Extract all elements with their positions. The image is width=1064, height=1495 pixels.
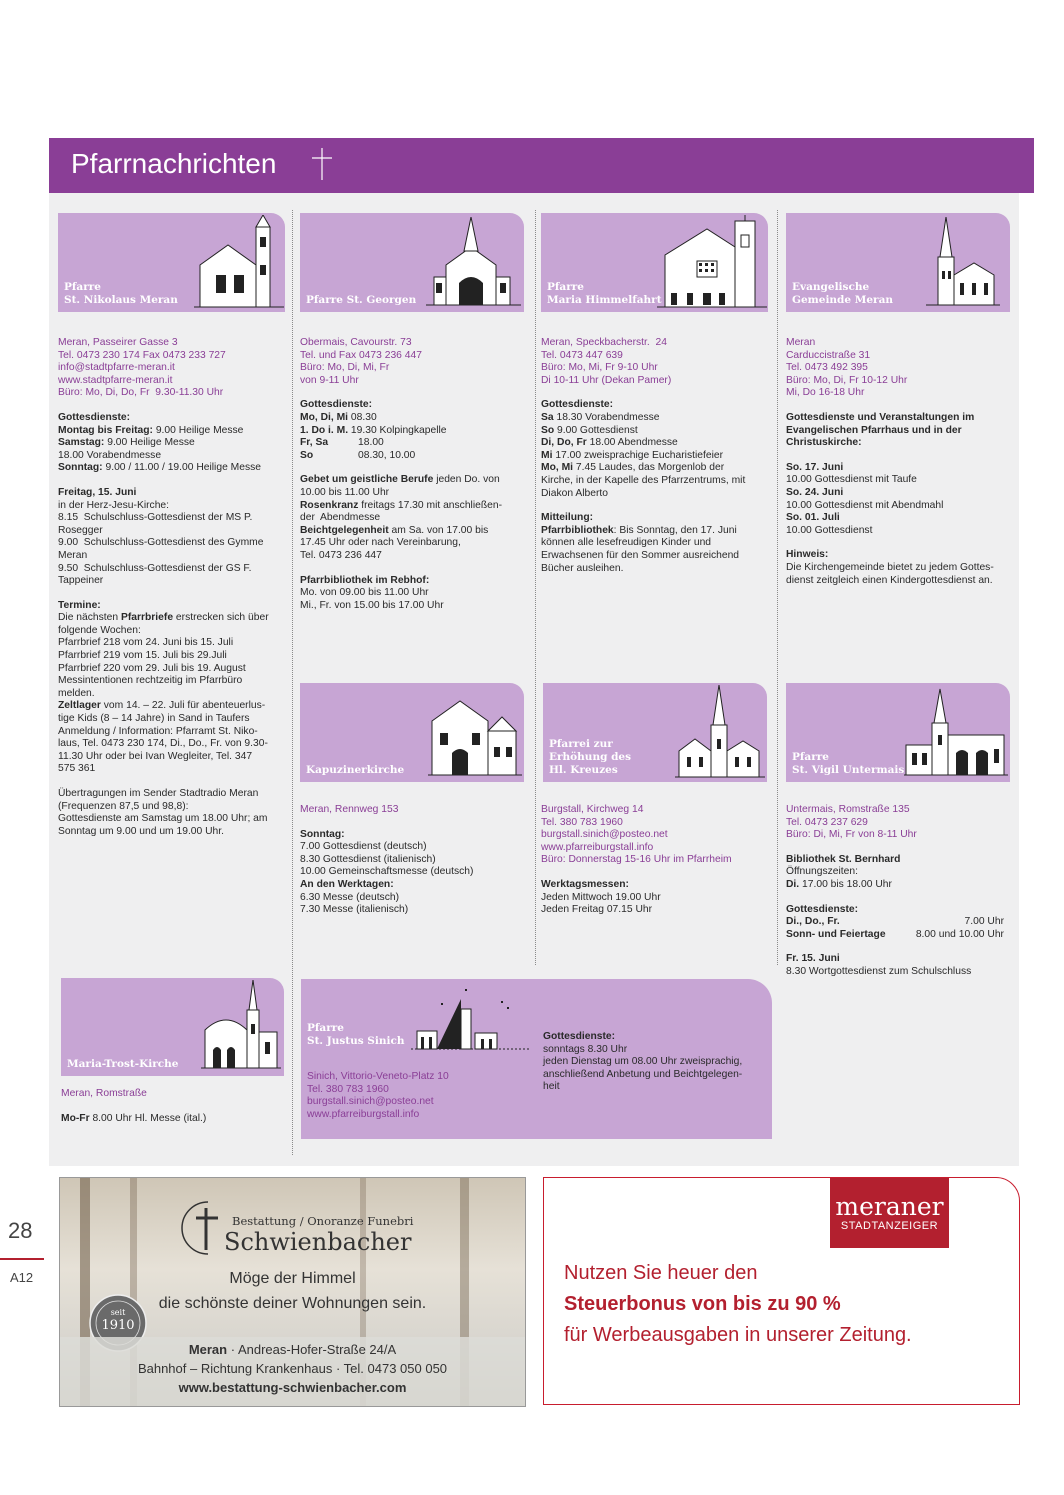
office-hours: von 9-11 Uhr <box>300 374 359 386</box>
text: 10.00 Gemeinschaftsmesse (deutsch) <box>300 866 474 878</box>
church-icon <box>194 215 284 311</box>
email-link[interactable]: info@stadtpfarre-meran.it <box>58 362 175 374</box>
seal-seit: seit <box>110 1308 126 1317</box>
text: 8.15 Schulschluss-Gottesdienst der MS P. <box>58 512 253 524</box>
vigil-contact <box>786 804 1004 842</box>
text: tige Kids (8 – 14 Jahre) in Sand in Taufers <box>58 713 250 725</box>
address: Sinich, Vittorio-Veneto-Platz 10 <box>307 1071 449 1082</box>
tax-advertisement <box>543 1177 1020 1405</box>
text: heit <box>543 1081 560 1093</box>
address: Meran, Rennweg 153 <box>300 804 399 815</box>
funeral-city: Meran <box>188 1342 228 1357</box>
text: 10.00 bis 11.00 Uhr <box>300 486 390 498</box>
text: folgende Wochen: <box>58 624 141 636</box>
label: Mo, Di, Mi <box>300 411 349 423</box>
heading: Freitag, 15. Juni <box>58 486 137 498</box>
phone: Tel. 0473 492 395 <box>786 362 868 374</box>
label: So. 17. Juni <box>786 461 844 473</box>
address: Meran, Romstraße <box>61 1088 147 1099</box>
text: 7.00 Gottesdienst (deutsch) <box>300 841 427 853</box>
card-title: Pfarrei zur Erhöhung des Hl. Kreuzes <box>549 738 632 776</box>
address-strip <box>60 1337 525 1406</box>
card-title: Pfarre Maria Himmelfahrt <box>547 281 662 306</box>
church-icon <box>428 687 522 779</box>
label: Beichtgelegenheit <box>300 524 389 536</box>
text: der Abendmesse <box>300 512 381 524</box>
column-divider <box>292 210 293 1155</box>
website-link[interactable]: www.stadtpfarre-meran.it <box>58 374 173 386</box>
column-divider <box>535 210 536 965</box>
text: Pfarrbrief 218 vom 24. Juni bis 15. Juli <box>58 637 234 649</box>
text: 18.00 Vorabendmesse <box>58 449 162 461</box>
label: So. 24. Juni <box>786 486 844 498</box>
text: Mo. von 09.00 bis 11.00 Uhr <box>300 587 429 599</box>
card-title: Evangelische Gemeinde Meran <box>792 281 894 306</box>
label: Fr, Sa <box>300 437 329 449</box>
card-kreuz <box>543 683 767 782</box>
phone: Tel. und Fax 0473 236 447 <box>300 349 422 361</box>
kapuziner-text <box>300 804 525 917</box>
text: Pfarrbrief 220 vom 29. Juli bis 19. August <box>58 662 246 674</box>
text: sonntags 8.30 Uhr <box>543 1043 628 1055</box>
website-link[interactable]: www.pfarreiburgstall.info <box>541 841 654 853</box>
page-number: 28 <box>8 1218 33 1243</box>
email-link[interactable]: burgstall.sinich@posteo.net <box>541 829 668 841</box>
text: 18.00 Abendmesse <box>586 437 678 449</box>
text: 7.00 Uhr <box>964 916 1004 928</box>
funeral-website-link[interactable]: www.bestattung-schwienbacher.com <box>178 1380 407 1395</box>
logo-text: meraner <box>835 1192 944 1221</box>
text: 9.00 Schulschluss-Gottesdienst des Gymme <box>58 537 264 549</box>
heading: Christuskirche: <box>786 437 862 449</box>
phone: Tel. 0473 230 174 Fax 0473 233 727 <box>58 349 226 361</box>
card-justus <box>301 979 772 1139</box>
text: Kirche, in der Kapelle des Pfarrzentrums, mit <box>541 474 746 486</box>
text: Gottesdienste am Samstag um 18.00 Uhr; am <box>58 813 268 825</box>
logo-subtext: STADTANZEIGER <box>840 1220 939 1232</box>
label: Montag bis Freitag: <box>58 424 153 436</box>
address: Burgstall, Kirchweg 14 <box>541 804 644 815</box>
text: am Sa. von 17.00 bis <box>388 524 489 536</box>
heading: Werktagsmessen: <box>541 878 629 890</box>
heading: Mitteilung: <box>541 512 594 524</box>
label: Di, Do, Fr <box>541 437 587 449</box>
label: Sonn- und Feiertage <box>786 928 886 940</box>
address: Obermais, Cavourstr. 73 <box>300 337 412 348</box>
label: Zeltlager <box>58 700 101 712</box>
text: Messintentionen rechtzeitig im Pfarrbüro <box>58 675 243 687</box>
text: Bücher ausleihen. <box>541 562 624 574</box>
label: So. 01. Juli <box>786 512 840 524</box>
heading: Gottesdienste: <box>300 399 373 411</box>
justus-contact <box>307 1071 527 1121</box>
text: 8.30 Wortgottesdienst zum Schulschluss <box>786 965 972 977</box>
evangelisch-text <box>786 337 1011 587</box>
evangelisch-contact <box>786 337 1011 400</box>
text: 18.00 <box>358 437 384 449</box>
card-nikolaus <box>58 213 285 312</box>
georgen-contact <box>300 337 525 387</box>
text: 9.00 / 11.00 / 19.00 Heilige Messe <box>102 462 261 474</box>
text: 17.00 zweisprachige Eucharistiefeier <box>552 449 724 461</box>
text: 7.45 Laudes, das Morgenlob der <box>573 462 725 474</box>
text: 8.00 Uhr Hl. Messe (ital.) <box>89 1112 207 1124</box>
text: Öffnungszeiten: <box>786 866 858 878</box>
text: (Frequenzen 87,5 und 98,8): <box>58 800 189 812</box>
church-icon <box>411 987 531 1051</box>
text: dienst zeitgleich einen Kindergottesdienst an. <box>786 574 993 586</box>
text: 7.30 Messe (italienisch) <box>300 904 409 916</box>
church-icon <box>926 217 1000 309</box>
funeral-street: · Andreas-Hofer-Straße 24/A <box>227 1342 397 1357</box>
heading: Gottesdienste: <box>541 399 614 411</box>
text: Diakon Alberto <box>541 487 608 499</box>
himmelfahrt-text <box>541 337 769 575</box>
text: 08.30 <box>348 411 377 423</box>
text: 6.30 Messe (deutsch) <box>300 891 400 903</box>
text: : Bis Sonntag, den 17. Juni <box>613 524 737 536</box>
office-hours: Mi, Do 16-18 Uhr <box>786 387 865 399</box>
text: Übertragungen im Sender Stadtradio Meran <box>58 788 259 799</box>
card-title: Pfarre St. Justus Sinich <box>307 1022 405 1047</box>
heading: Gottesdienste: <box>543 1031 616 1042</box>
text: erstrecken sich über <box>173 612 269 624</box>
text: Tel. 0473 236 447 <box>300 549 382 561</box>
label: Samstag: <box>58 437 105 449</box>
office-hours: Büro: Mo, Di, Mi, Fr <box>300 362 390 374</box>
page-code: A12 <box>10 1270 34 1285</box>
text: jeden Do. von <box>433 474 500 486</box>
phone: Tel. 0473 237 629 <box>786 816 868 828</box>
office-hours: Di 10-11 Uhr (Dekan Pamer) <box>541 374 672 386</box>
column-divider <box>777 210 778 965</box>
phone: Tel. 0473 447 639 <box>541 349 623 361</box>
church-icon <box>201 980 281 1072</box>
office-hours: Büro: Mo, Di, Do, Fr 9.30-11.30 Uhr <box>58 387 224 399</box>
text: 9.00 Heilige Messe <box>152 424 244 436</box>
text: Mi., Fr. von 15.00 bis 17.00 Uhr <box>300 599 444 611</box>
phone: Tel. 380 783 1960 <box>307 1083 389 1095</box>
label: Pfarrbibliothek <box>541 524 614 536</box>
funeral-name: Schwienbacher <box>224 1228 412 1256</box>
church-icon <box>426 217 521 309</box>
text: 8.30 Gottesdienst (italienisch) <box>300 853 436 865</box>
text: Anmeldung / Information: Pfarramt St. Niko- <box>58 725 258 737</box>
quote-line-1: Möge der Himmel <box>229 1270 356 1287</box>
label: So <box>541 424 555 436</box>
text: vom 14. – 22. Juli für abenteuerlus- <box>100 700 266 712</box>
heading: Pfarrbibliothek im Rebhof: <box>300 574 430 586</box>
text: freitags 17.30 mit anschließen- <box>358 499 503 511</box>
cross-icon <box>308 146 336 182</box>
address: Meran <box>786 337 816 348</box>
text: 8.00 und 10.00 Uhr <box>915 928 1004 940</box>
text: Die Kirchengemeinde bietet zu jedem Gottes- <box>786 561 994 573</box>
church-icon <box>904 687 1008 779</box>
label: Pfarrbriefe <box>120 612 174 624</box>
kreuz-text <box>541 804 769 917</box>
heading: An den Werktagen: <box>300 878 394 890</box>
card-title: Kapuzinerkirche <box>306 764 405 776</box>
funeral-subtitle: Bestattung / Onoranze Funebri <box>232 1214 414 1228</box>
text: 11.30 Uhr oder bei Ivan Wegleiter, Tel. 347 <box>58 750 253 762</box>
text: 18.30 Vorabendmesse <box>553 411 660 423</box>
label: 1. Do i. M. <box>300 424 349 436</box>
label: Gebet um geistliche Berufe <box>300 474 434 486</box>
kreuz-contact <box>541 804 769 867</box>
text: 575 361 <box>58 763 96 775</box>
heading: Fr. 15. Juni <box>786 953 840 965</box>
section-title: Pfarrnachrichten <box>71 148 277 179</box>
heading: Hinweis: <box>786 549 829 561</box>
church-icon <box>657 215 767 311</box>
text: jeden Dienstag um 08.00 Uhr zweisprachig, <box>543 1056 743 1068</box>
office-hours: Büro: Di, Mi, Fr von 8-11 Uhr <box>786 829 917 841</box>
heading: Gottesdienste: <box>58 411 131 423</box>
text: 9.00 Gottesdienst <box>554 424 638 436</box>
text: in der Herz-Jesu-Kirche: <box>58 499 170 511</box>
card-vigil <box>786 683 1010 782</box>
text: anschließend Anbetung und Beichtgelegen- <box>543 1068 743 1080</box>
address: Meran, Passeirer Gasse 3 <box>58 337 178 348</box>
text: 17.45 Uhr oder nach Vereinbarung, <box>300 537 461 549</box>
text: Pfarrbrief 219 vom 15. Juli bis 29.Juli <box>58 650 227 662</box>
phone: Tel. 380 783 1960 <box>541 816 623 828</box>
text: Tappeiner <box>58 575 104 587</box>
card-himmelfahrt <box>541 213 768 312</box>
card-title: Pfarre St. Georgen <box>306 294 417 306</box>
heading: Bibliothek St. Bernhard <box>786 853 901 865</box>
text: Jeden Freitag 07.15 Uhr <box>541 904 653 916</box>
card-georgen <box>300 213 524 312</box>
address: Meran, Speckbacherstr. 24 <box>541 337 667 348</box>
address: Carduccistraße 31 <box>786 349 871 361</box>
label: So <box>300 449 314 461</box>
text: Sonntag um 9.00 und um 19.00 Uhr. <box>58 825 225 837</box>
church-icon <box>675 685 765 781</box>
address: Untermais, Romstraße 135 <box>786 804 910 815</box>
label: Mi <box>541 449 553 461</box>
justus-services <box>543 1031 768 1094</box>
text: 08.30, 10.00 <box>358 449 416 461</box>
text: Jeden Mittwoch 19.00 Uhr <box>541 891 661 903</box>
text: 17.00 bis 18.00 Uhr <box>799 878 892 890</box>
card-title: Pfarre St. Nikolaus Meran <box>64 281 178 306</box>
text: Die nächsten <box>58 612 121 624</box>
heading: Sonntag: <box>300 828 345 840</box>
text: laus, Tel. 0473 230 174, Di., Do., Fr. von 9.30- <box>58 738 268 750</box>
nikolaus-contact <box>58 337 286 400</box>
card-evangelisch <box>786 213 1010 312</box>
card-title: Pfarre St. Vigil Untermais <box>792 751 905 776</box>
text: 10.00 Gottesdienst mit Abendmahl <box>786 499 944 511</box>
tax-line-1: Nutzen Sie heuer den <box>564 1262 758 1284</box>
text: 9.50 Schulschluss-Gottesdienst der GS F. <box>58 562 252 574</box>
text: können alle lesefreudigen Kinder und <box>541 537 712 549</box>
label: Sa <box>541 411 554 423</box>
trost-text <box>61 1088 286 1125</box>
label: Mo-Fr <box>61 1112 90 1124</box>
heading: Termine: <box>58 599 101 611</box>
text: melden. <box>58 687 95 699</box>
email-link[interactable]: burgstall.sinich@posteo.net <box>307 1096 434 1108</box>
text: Erwachsenen für den Sommer ausreichend <box>541 549 740 561</box>
label: Sonntag: <box>58 462 103 474</box>
heading: Gottesdienste und Veranstaltungen im <box>786 411 975 423</box>
text: Rosegger <box>58 524 103 536</box>
page-rule <box>0 1258 44 1260</box>
tax-line-3: für Werbeausgaben in unserer Zeitung. <box>564 1324 912 1346</box>
office-hours: Büro: Mo, Mi, Fr 9-10 Uhr <box>541 362 658 374</box>
text: 9.00 Heilige Messe <box>104 437 195 449</box>
office-hours: Büro: Mo, Di, Fr 10-12 Uhr <box>786 374 908 386</box>
text: 10.00 Gottesdienst <box>786 524 873 536</box>
georgen-text <box>300 337 525 612</box>
heading: Gottesdienste: <box>786 903 859 915</box>
heading: Evangelischen Pfarrhaus und in der <box>786 424 962 436</box>
label: Di. <box>786 878 800 890</box>
vigil-text <box>786 804 1004 979</box>
text: 10.00 Gottesdienst mit Taufe <box>786 474 917 486</box>
himmelfahrt-contact <box>541 337 769 387</box>
label: Mo, Mi <box>541 462 574 474</box>
nikolaus-text <box>58 337 286 838</box>
funeral-address-2: Bahnhof – Richtung Krankenhaus · Tel. 0473 050 050 <box>137 1361 448 1376</box>
quote-line-2: die schönste deiner Wohnungen sein. <box>158 1295 427 1312</box>
website-link[interactable]: www.pfarreiburgstall.info <box>307 1108 420 1120</box>
tax-line-2: Steuerbonus von bis zu 90 % <box>564 1293 841 1315</box>
text: Meran <box>58 549 88 561</box>
seal-year: 1910 <box>101 1318 135 1333</box>
section-header <box>49 138 1034 193</box>
card-kapuziner <box>300 683 524 782</box>
text: 19.30 Kolpingkapelle <box>348 424 447 436</box>
card-trost <box>61 978 284 1076</box>
label: Di., Do., Fr. <box>786 916 840 928</box>
funeral-advertisement <box>59 1177 526 1407</box>
label: Rosenkranz <box>300 499 359 511</box>
card-title: Maria-Trost-Kirche <box>67 1058 179 1070</box>
office-hours: Büro: Donnerstag 15-16 Uhr im Pfarrheim <box>541 854 732 866</box>
meraner-logo <box>830 1178 949 1248</box>
